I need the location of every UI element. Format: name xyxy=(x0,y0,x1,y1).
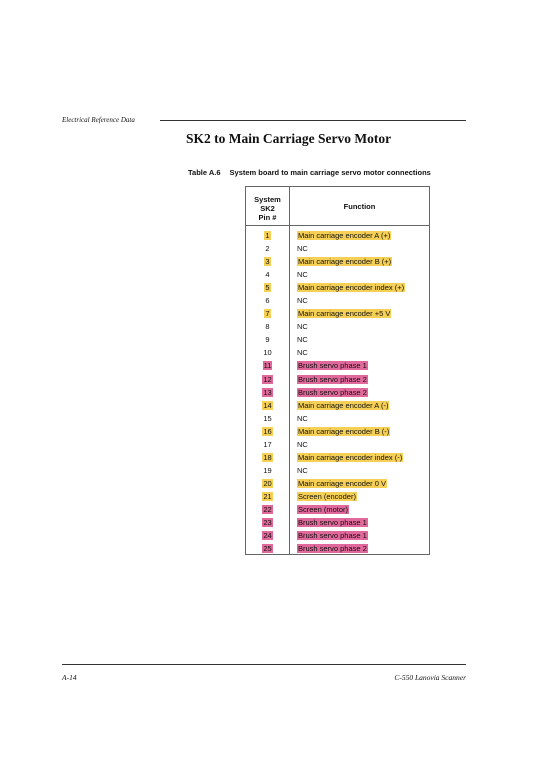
table-row xyxy=(246,542,430,555)
function-text: NC xyxy=(297,296,308,306)
function-text: Brush servo phase 1 xyxy=(298,531,367,541)
function-cell xyxy=(297,294,308,307)
function-text: NC xyxy=(297,413,308,423)
pin-number: 17 xyxy=(263,439,272,449)
table-row xyxy=(246,490,430,503)
pin-cell xyxy=(246,490,289,503)
function-text: Main carriage encoder index (-) xyxy=(298,452,403,462)
table-row xyxy=(246,399,430,412)
function-cell xyxy=(297,307,391,320)
function-cell xyxy=(297,281,405,294)
pin-cell xyxy=(246,425,289,438)
page-number: A-14 xyxy=(62,673,77,682)
pin-number: 18 xyxy=(263,452,272,462)
running-footer xyxy=(62,664,466,684)
pin-number: 25 xyxy=(263,544,272,554)
function-cell xyxy=(297,529,368,542)
table-row xyxy=(246,425,430,438)
pin-number: 2 xyxy=(265,244,270,254)
table-row xyxy=(246,529,430,542)
function-text: NC xyxy=(297,322,308,332)
pin-number: 7 xyxy=(265,309,270,319)
function-cell xyxy=(297,333,308,346)
function-text: Brush servo phase 2 xyxy=(298,387,367,397)
header-rule xyxy=(160,120,466,121)
table-caption-text: System board to main carriage servo motor connections xyxy=(229,168,431,177)
table-row xyxy=(246,242,430,255)
pin-number: 5 xyxy=(265,283,270,293)
table-row xyxy=(246,412,430,425)
function-cell xyxy=(297,464,308,477)
pin-number: 20 xyxy=(263,478,272,488)
table-row xyxy=(246,320,430,333)
function-cell xyxy=(297,359,368,372)
table-row xyxy=(246,451,430,464)
column-header-pin-line: System xyxy=(254,195,281,204)
function-cell xyxy=(297,451,403,464)
function-text: Brush servo phase 2 xyxy=(298,544,367,554)
table-row xyxy=(246,477,430,490)
function-text: Screen (encoder) xyxy=(298,491,356,501)
pin-cell xyxy=(246,294,289,307)
function-cell xyxy=(297,542,368,555)
pin-number: 19 xyxy=(263,465,272,475)
table-row xyxy=(246,229,430,242)
function-cell xyxy=(297,242,308,255)
function-cell xyxy=(297,268,308,281)
function-text: Brush servo phase 1 xyxy=(298,361,367,371)
footer-rule xyxy=(62,664,466,665)
table-row xyxy=(246,516,430,529)
function-text: Brush servo phase 1 xyxy=(298,518,367,528)
function-text: Main carriage encoder 0 V xyxy=(298,478,386,488)
pin-number: 24 xyxy=(263,531,272,541)
pin-number: 16 xyxy=(263,426,272,436)
running-header xyxy=(62,115,466,127)
page-title: SK2 to Main Carriage Servo Motor xyxy=(186,131,392,146)
pin-cell xyxy=(246,477,289,490)
table-caption xyxy=(188,167,431,178)
pin-cell xyxy=(246,529,289,542)
product-name: C-550 Lanovia Scanner xyxy=(394,673,466,682)
table-row xyxy=(246,255,430,268)
function-cell xyxy=(297,229,391,242)
table-row xyxy=(246,359,430,372)
function-cell xyxy=(297,503,349,516)
function-cell xyxy=(297,490,357,503)
function-cell xyxy=(297,516,368,529)
pin-cell xyxy=(246,399,289,412)
function-text: Brush servo phase 2 xyxy=(298,374,367,384)
section-name: Electrical Reference Data xyxy=(62,116,135,124)
pin-cell xyxy=(246,412,289,425)
function-text: Main carriage encoder +5 V xyxy=(298,309,391,319)
function-text: NC xyxy=(297,348,308,358)
pin-number: 22 xyxy=(263,504,272,514)
pin-cell xyxy=(246,386,289,399)
pin-number: 3 xyxy=(265,257,270,267)
pin-number: 15 xyxy=(263,413,272,423)
table-row xyxy=(246,438,430,451)
pin-number: 9 xyxy=(265,335,270,345)
pin-cell xyxy=(246,281,289,294)
function-text: Main carriage encoder B (-) xyxy=(298,426,390,436)
function-text: NC xyxy=(297,465,308,475)
pin-number: 13 xyxy=(263,387,272,397)
function-cell xyxy=(297,399,389,412)
pin-number: 8 xyxy=(265,322,270,332)
pin-cell xyxy=(246,516,289,529)
pin-number: 11 xyxy=(263,361,272,371)
table-row xyxy=(246,281,430,294)
table-row xyxy=(246,346,430,359)
function-text: Main carriage encoder B (+) xyxy=(298,257,392,267)
function-text: Main carriage encoder A (-) xyxy=(298,400,389,410)
pin-cell xyxy=(246,333,289,346)
table-row xyxy=(246,333,430,346)
pin-cell xyxy=(246,438,289,451)
function-text: NC xyxy=(297,335,308,345)
table-row xyxy=(246,294,430,307)
pin-number: 1 xyxy=(265,231,270,240)
function-cell xyxy=(297,425,390,438)
pin-cell xyxy=(246,503,289,516)
table-row xyxy=(246,503,430,516)
table-body xyxy=(246,229,430,555)
pin-number: 21 xyxy=(263,491,272,501)
pin-cell xyxy=(246,464,289,477)
column-header-pin-line: SK2 xyxy=(260,204,275,213)
pin-cell xyxy=(246,346,289,359)
function-text: Screen (motor) xyxy=(298,504,349,514)
column-header-pin xyxy=(246,195,289,222)
pin-number: 14 xyxy=(263,400,272,410)
pin-table xyxy=(245,186,430,555)
table-row xyxy=(246,386,430,399)
pin-cell xyxy=(246,242,289,255)
pin-cell xyxy=(246,268,289,281)
pin-number: 12 xyxy=(263,374,272,384)
function-cell xyxy=(297,373,368,386)
function-cell xyxy=(297,438,308,451)
function-cell xyxy=(297,386,368,399)
table-number: Table A.6 xyxy=(188,168,221,177)
function-cell xyxy=(297,412,308,425)
pin-cell xyxy=(246,542,289,555)
column-header-function: Function xyxy=(343,202,376,211)
pin-cell xyxy=(246,373,289,386)
pin-cell xyxy=(246,307,289,320)
function-cell xyxy=(297,320,308,333)
pin-cell xyxy=(246,451,289,464)
column-header-pin-line: Pin # xyxy=(258,213,277,222)
pin-number: 23 xyxy=(263,518,272,528)
function-text: Main carriage encoder index (+) xyxy=(298,283,405,293)
pin-number: 6 xyxy=(265,296,270,306)
pin-number: 10 xyxy=(263,348,272,358)
function-cell xyxy=(297,255,392,268)
function-text: NC xyxy=(297,244,308,254)
pin-number: 4 xyxy=(265,270,270,280)
table-row xyxy=(246,307,430,320)
pin-cell xyxy=(246,320,289,333)
pin-cell xyxy=(246,255,289,268)
function-text: Main carriage encoder A (+) xyxy=(298,231,391,240)
table-row xyxy=(246,268,430,281)
header-divider xyxy=(246,225,429,226)
pin-cell xyxy=(246,229,289,242)
function-cell xyxy=(297,477,387,490)
function-text: NC xyxy=(297,439,308,449)
function-text: NC xyxy=(297,270,308,280)
function-cell xyxy=(297,346,308,359)
table-row xyxy=(246,464,430,477)
table-row xyxy=(246,373,430,386)
pin-cell xyxy=(246,359,289,372)
